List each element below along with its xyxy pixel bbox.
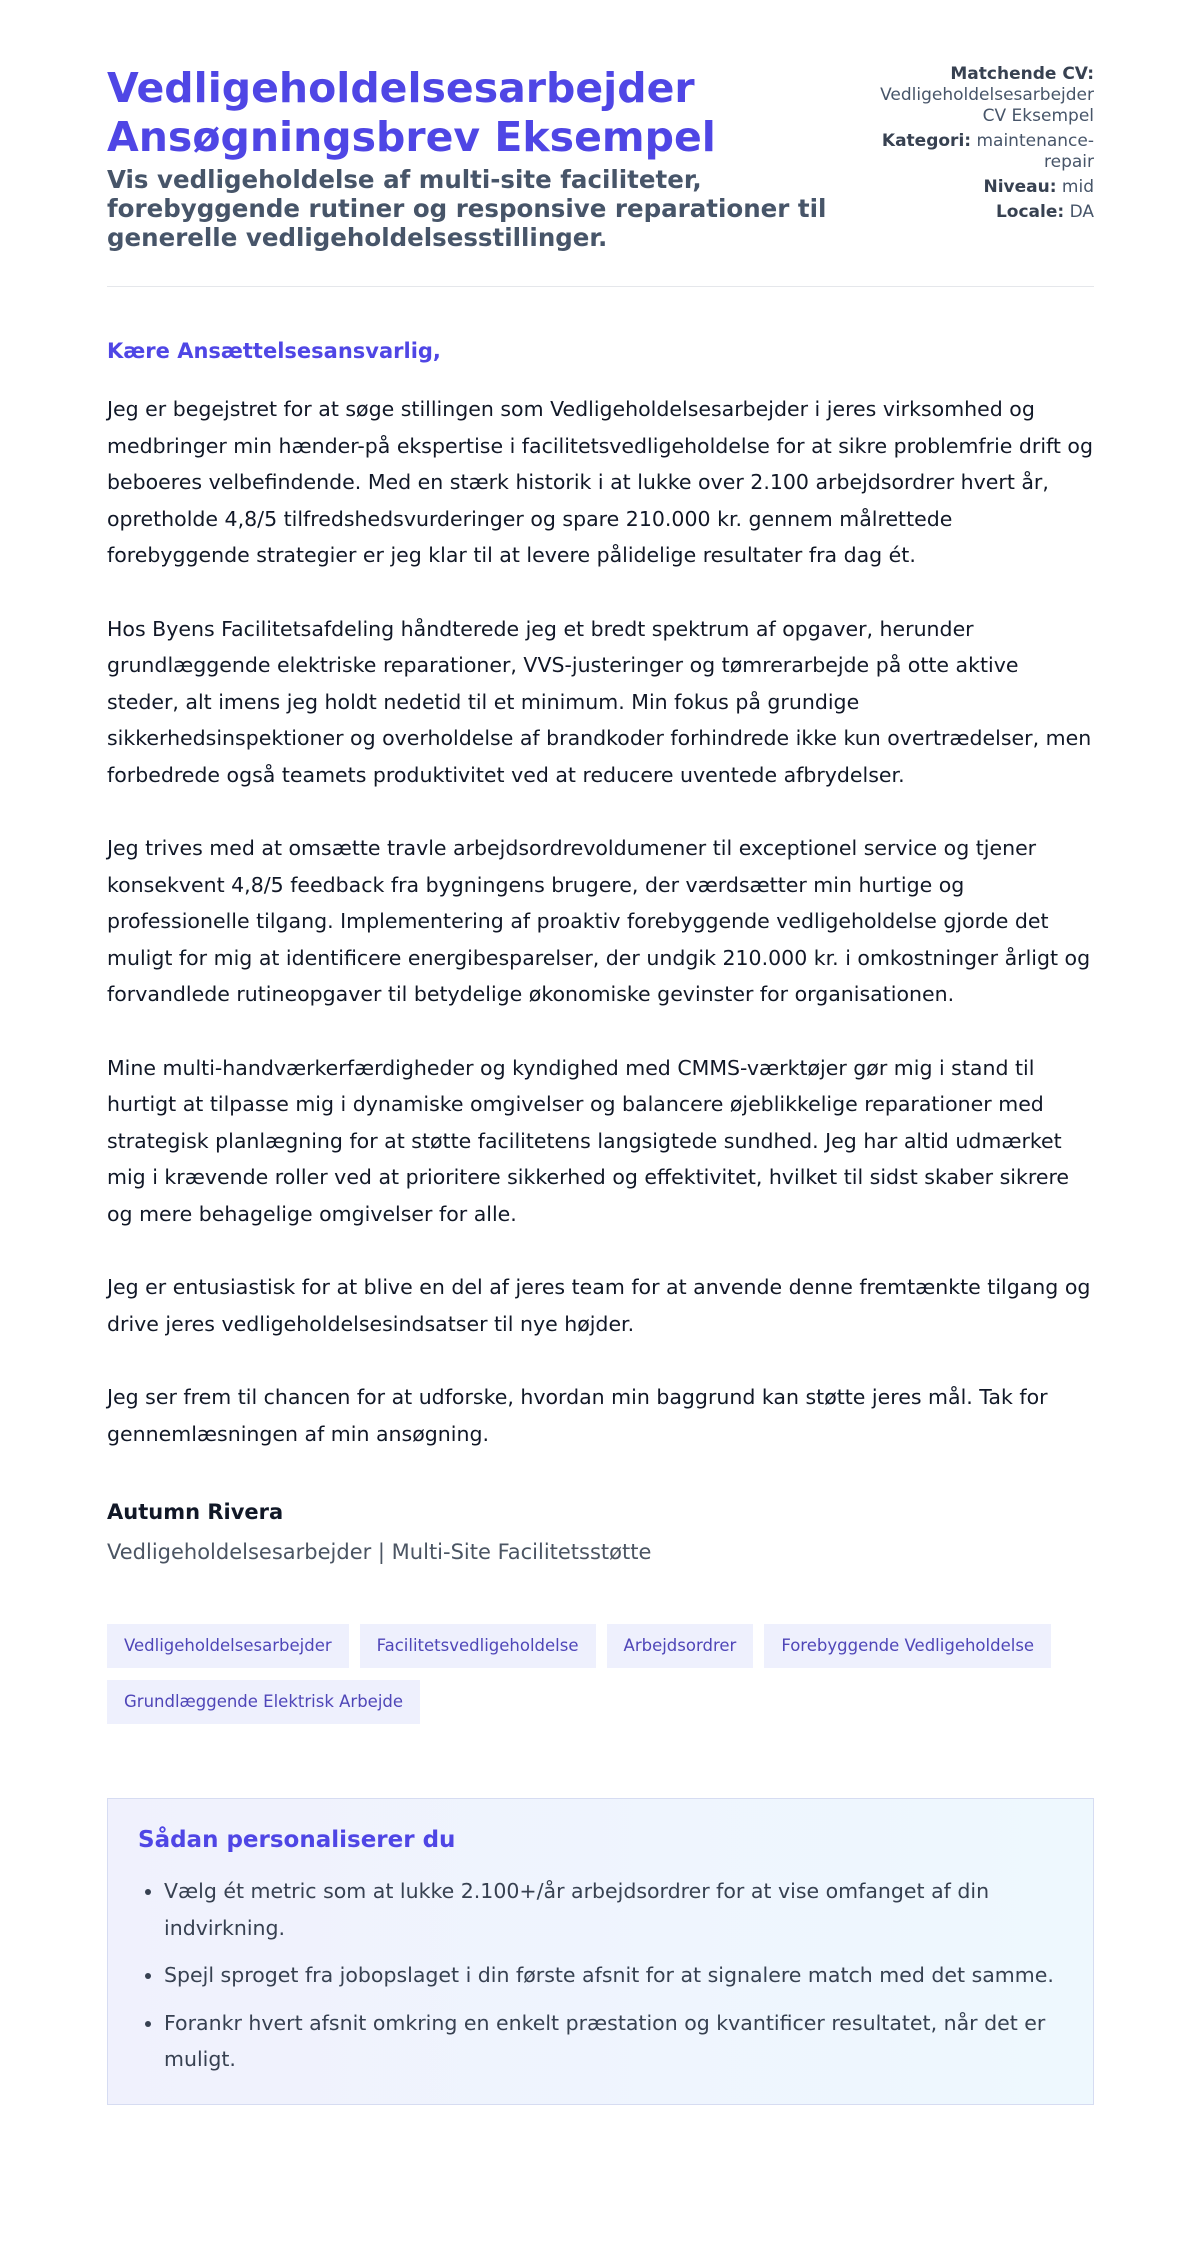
letter-paragraph: Jeg trives med at omsætte travle arbejdsordrevoldumener til exceptionel service og tjener konsekvent 4,8/5 feedback fra bygningens brugere, der værdsætter min hurtige og professionelle tilgang. Implementering af proaktiv forebyggende vedligeholdelse gjorde det muligt for mig at identificere energibesparelser, der undgik 210.000 kr. i omkostninger årligt og forvandlede rutineopgaver til betydelige økonomiske gevinster for organisationen. — [107, 836, 1091, 1006]
tag-chip: Grundlæggende Elektrisk Arbejde — [107, 1680, 420, 1724]
tips-title: Sådan personaliserer du — [138, 1827, 456, 1853]
meta-level — [864, 177, 1094, 198]
meta-locale — [864, 202, 1094, 223]
tips-list-item: • Vælg ét metric som at lukke 2.100+/år arbejdsordrer for at vise omfanget af din indvirkning. — [164, 1873, 1063, 1946]
page-subtitle: Vis vedligeholdelse af multi-site faciliteter, forebyggende rutiner og responsive reparationer til generelle vedligeholdelsesstillinger. — [107, 165, 827, 252]
meta-locale-label: Locale: — [995, 202, 1065, 222]
tips-list-item: • Spejl sproget fra jobopslaget i din første afsnit for at signalere match med det samme. — [164, 1957, 1063, 1994]
tag-chip: Forebyggende Vedligeholdelse — [764, 1624, 1051, 1668]
meta-level-label: Niveau: — [983, 177, 1057, 197]
signature-name: Autumn Rivera — [107, 1500, 284, 1524]
letter-paragraph: Jeg er entusiastisk for at blive en del af jeres team for at anvende denne fremtænkte tilgang og drive jeres vedligeholdelsesindsatser til nye højder. — [107, 1275, 1091, 1336]
letter-greeting: Kære Ansættelsesansvarlig, — [107, 339, 441, 363]
tag-chip: Facilitetsvedligeholdelse — [360, 1624, 596, 1668]
page-header — [107, 64, 1094, 287]
tips-list — [138, 1873, 1063, 2078]
signature-title: Vedligeholdelsesarbejder | Multi-Site Facilitetsstøtte — [107, 1540, 652, 1564]
header-title-block — [107, 64, 827, 252]
tips-list-item: • Forankr hvert afsnit omkring en enkelt præstation og kvantificer resultatet, når det er muligt. — [164, 2005, 1063, 2078]
page-title: Vedligeholdelsesarbejder Ansøgningsbrev Eksempel — [107, 64, 716, 161]
tag-chip: Arbejdsordrer — [607, 1624, 754, 1668]
meta-category-value: maintenance-repair — [976, 131, 1094, 172]
letter-paragraph: Hos Byens Facilitetsafdeling håndterede jeg et bredt spektrum af opgaver, herunder grundlæggende elektriske reparationer, VVS-justeringer og tømrerarbejde på otte aktive steder, alt imens jeg holdt nedetid til et minimum. Min fokus på grundige sikkerhedsinspektioner og overholdelse af brandkoder forhindrede ikke kun overtrædelser, men forbedrede også teamets produktivitet ved at reducere uventede afbrydelser. — [107, 616, 1092, 787]
meta-panel — [864, 64, 1094, 227]
meta-level-value: mid — [1061, 177, 1094, 197]
meta-category-label: Kategori: — [881, 131, 972, 151]
signature-block — [107, 1498, 1094, 1566]
letter-paragraph: Jeg er begejstret for at søge stillingen som Vedligeholdelsesarbejder i jeres virksomhed og medbringer min hænder-på ekspertise i facilitetsvedligeholdelse for at sikre problemfrie drift og beboeres velbefindende. Med en stærk historik i at lukke over 2.100 arbejdsordrer hvert år, opretholde 4,8/5 tilfredshedsvurderinger og spare 210.000 kr. gennem målrettede forebyggende strategier er jeg klar til at levere pålidelige resultater fra dag ét. — [107, 397, 1093, 567]
letter-body — [107, 337, 1094, 1452]
letter-paragraph: Jeg ser frem til chancen for at udforske, hvordan min baggrund kan støtte jeres mål. Tak for gennemlæsningen af min ansøgning. — [107, 1385, 1048, 1446]
meta-matching-cv-label: Matchende CV: — [950, 64, 1094, 84]
tag-list — [107, 1624, 1094, 1724]
personalization-tips-box — [107, 1798, 1094, 2105]
meta-matching-cv-value: Vedligeholdelsesarbejder CV Eksempel — [880, 85, 1094, 126]
meta-locale-value: DA — [1069, 202, 1094, 222]
meta-matching-cv — [864, 64, 1094, 127]
tag-chip: Vedligeholdelsesarbejder — [107, 1624, 349, 1668]
letter-paragraph: Mine multi-handværkerfærdigheder og kyndighed med CMMS-værktøjer gør mig i stand til hurtigt at tilpasse mig i dynamiske omgivelser og balancere øjeblikkelige reparationer med strategisk planlægning for at støtte facilitetens langsigtede sundhed. Jeg har altid udmærket mig i krævende roller ved at prioritere sikkerhed og effektivitet, hvilket til sidst skaber sikrere og mere behagelige omgivelser for alle. — [107, 1055, 1070, 1226]
meta-category — [864, 131, 1094, 173]
